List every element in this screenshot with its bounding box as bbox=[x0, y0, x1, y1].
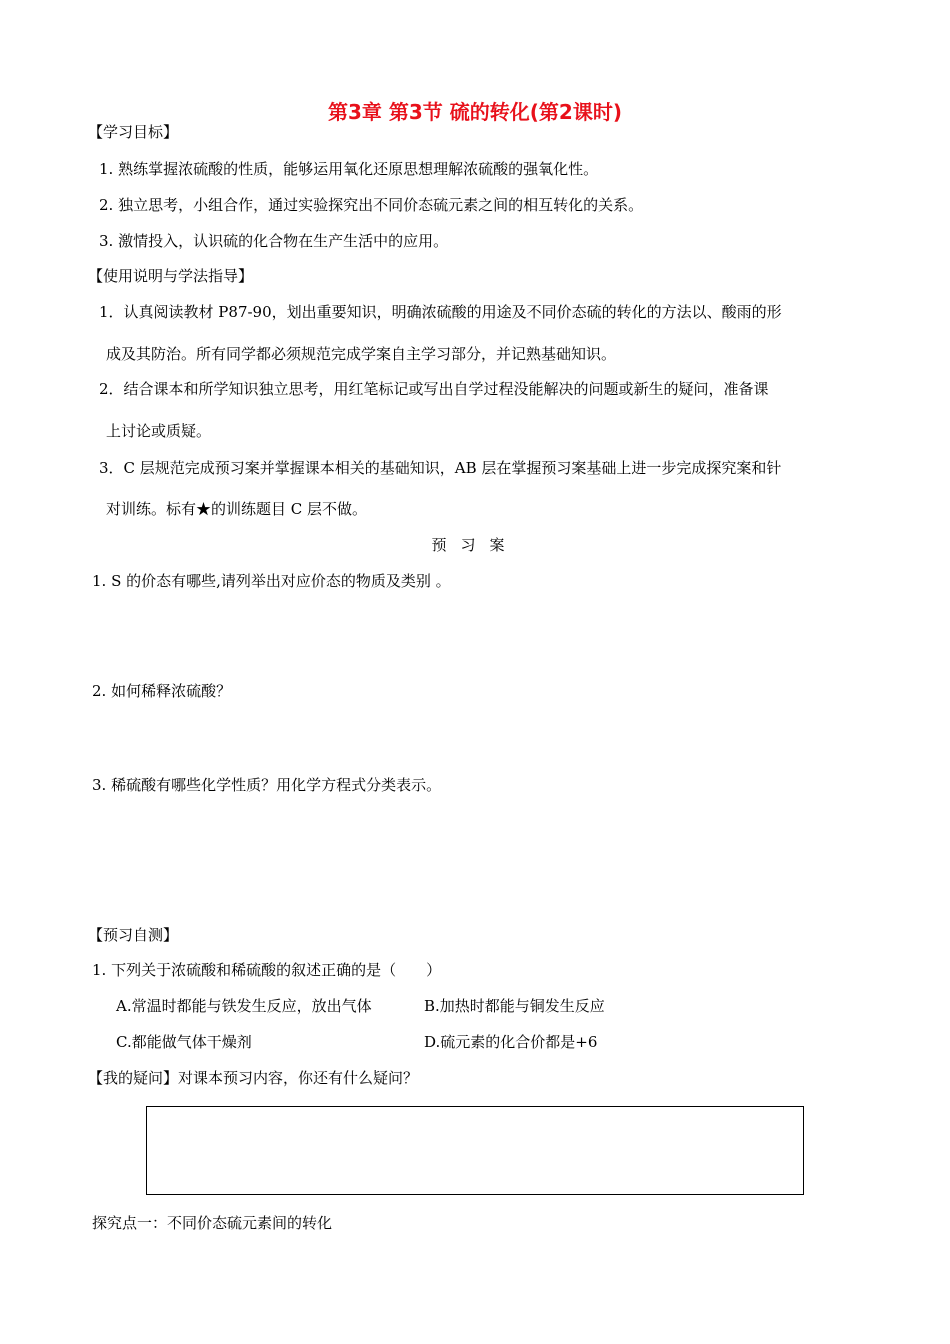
self-test-option-a: A.常温时都能与铁发生反应，放出气体 bbox=[116, 997, 372, 1015]
guide-item-2-line-2: 上讨论或质疑。 bbox=[106, 422, 212, 440]
self-test-option-d: D.硫元素的化合价都是+6 bbox=[424, 1033, 598, 1051]
guide-heading: 【使用说明与学法指导】 bbox=[88, 267, 254, 285]
self-test-question: 1. 下列关于浓硫酸和稀硫酸的叙述正确的是（ ） bbox=[92, 961, 442, 979]
guide-item-1-line-2: 成及其防治。所有同学都必须规范完成学案自主学习部分，并记熟基础知识。 bbox=[106, 345, 617, 363]
doubts-line bbox=[88, 1071, 418, 1086]
guide-item-3-line-2: 对训练。标有★的训练题目 C 层不做。 bbox=[106, 500, 368, 518]
self-test-heading: 【预习自测】 bbox=[88, 926, 179, 944]
self-test-option-c: C.都能做气体干燥剂 bbox=[116, 1033, 252, 1051]
doubts-prompt: 对课本预习内容，你还有什么疑问？ bbox=[178, 1069, 419, 1087]
preview-question-1: 1. S 的价态有哪些,请列举出对应价态的物质及类别 。 bbox=[92, 572, 451, 590]
objective-item-2: 2. 独立思考，小组合作，通过实验探究出不同价态硫元素之间的相互转化的关系。 bbox=[99, 196, 644, 214]
explore-point-1: 探究点一：不同价态硫元素间的转化 bbox=[92, 1214, 333, 1232]
doubts-answer-box[interactable] bbox=[146, 1106, 804, 1195]
objectives-heading: 【学习目标】 bbox=[88, 123, 179, 141]
self-test-option-b: B.加热时都能与铜发生反应 bbox=[424, 997, 605, 1015]
objective-item-3: 3. 激情投入，认识硫的化合物在生产生活中的应用。 bbox=[99, 232, 449, 250]
doubts-heading: 【我的疑问】 bbox=[88, 1069, 179, 1087]
preview-heading: 预习案 bbox=[431, 536, 519, 554]
guide-item-2-line-1: 2．结合课本和所学知识独立思考，用红笔标记或写出自学过程没能解决的问题或新生的疑问，准备课 bbox=[99, 380, 769, 398]
guide-item-1-line-1: 1．认真阅读教材 P87-90，划出重要知识，明确浓硫酸的用途及不同价态硫的转化的方法以、酸雨的形 bbox=[99, 303, 782, 321]
preview-question-3: 3. 稀硫酸有哪些化学性质？用化学方程式分类表示。 bbox=[92, 776, 442, 794]
page-title: 第3章 第3节 硫的转化(第2课时) bbox=[328, 100, 622, 124]
objective-item-1: 1. 熟练掌握浓硫酸的性质，能够运用氧化还原思想理解浓硫酸的强氧化性。 bbox=[99, 160, 599, 178]
guide-item-3-line-1: 3．C 层规范完成预习案并掌握课本相关的基础知识，AB 层在掌握预习案基础上进一步完成探究案和针 bbox=[99, 459, 782, 477]
preview-question-2: 2. 如何稀释浓硫酸？ bbox=[92, 682, 232, 700]
